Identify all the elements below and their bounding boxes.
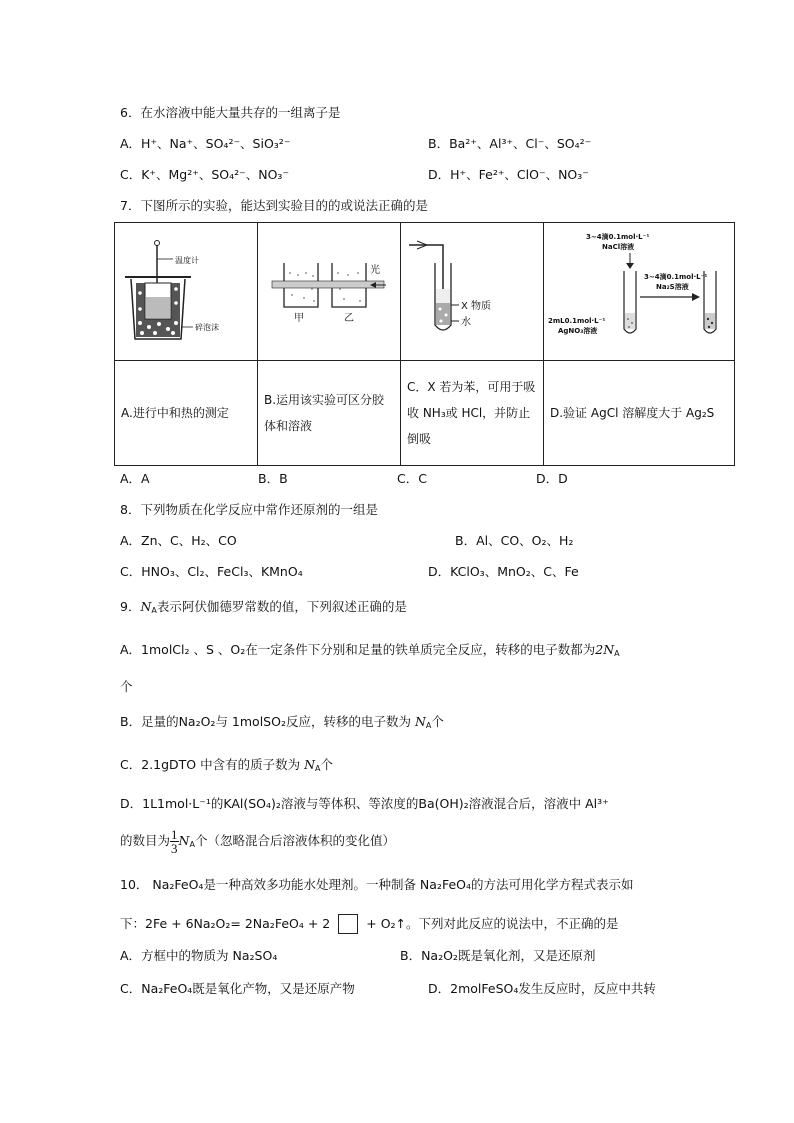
q10-equation: 下：2Fe + 6Na₂O₂= 2Na₂FeO₄ + 2 + O₂↑。下列对此反应的说法中，不正确的是 xyxy=(120,914,619,934)
q8-option-b: B．Al、CO、O₂、H₂ xyxy=(455,533,574,548)
label-x-substance: X 物质 xyxy=(461,301,492,312)
q9-option-a-cont: 个 xyxy=(120,679,133,694)
q7-option-d: D．D xyxy=(536,471,568,486)
label-na2s-2: Na₂S溶液 xyxy=(656,283,689,291)
q9-option-c: C．2.1gDTO 中含有的质子数为 $N_A$个 xyxy=(120,757,334,773)
q7-option-a: A．A xyxy=(120,471,150,486)
q10-option-a: A．方框中的物质为 Na₂SO₄ xyxy=(120,948,278,963)
q6-option-c: C．K⁺、Mg²⁺、SO₄²⁻、NO₃⁻ xyxy=(120,167,290,182)
blank-box xyxy=(338,914,358,934)
q10-stem: 10． Na₂FeO₄是一种高效多功能水处理剂。一种制备 Na₂FeO₄的方法可用化学方程式表示如 xyxy=(120,877,634,892)
figure-precipitate xyxy=(544,223,735,361)
cell-a: A.进行中和热的测定 xyxy=(115,361,258,466)
q9-option-d-cont: 的数目为 $\frac{1}{3}$ $N_A$个（忽略混合后溶液体积的变化值） xyxy=(120,827,395,856)
figure-tyndall xyxy=(258,223,401,361)
label-thermometer: 温度计 xyxy=(175,256,199,265)
experiment-table xyxy=(114,222,735,466)
label-na2s: 3~4滴0.1mol·L⁻¹ xyxy=(644,273,708,281)
q6-option-d: D．H⁺、Fe²⁺、ClO⁻、NO₃⁻ xyxy=(428,167,589,182)
q7-option-b: B．B xyxy=(258,471,288,486)
label-light: 光 xyxy=(370,265,380,276)
figure-calorimeter xyxy=(115,223,258,361)
figure-absorption xyxy=(401,223,544,361)
q10-option-c: C．Na₂FeO₄既是氧化产物，又是还原产物 xyxy=(120,981,355,996)
cell-c: C．X 若为苯，可用于吸收 NH₃或 HCl，并防止倒吸 xyxy=(401,361,544,466)
label-nacl-2: NaCl溶液 xyxy=(602,243,635,251)
q6-option-a: A．H⁺、Na⁺、SO₄²⁻、SiO₃²⁻ xyxy=(120,136,291,151)
q8-option-a: A．Zn、C、H₂、CO xyxy=(120,533,237,548)
q9-option-d: D．1L1mol·L⁻¹的KAl(SO₄)₂溶液与等体积、等浓度的Ba(OH)₂溶液混合后，溶液中 Al³⁺ xyxy=(120,796,609,811)
q6-option-b: B．Ba²⁺、Al³⁺、Cl⁻、SO₄²⁻ xyxy=(428,136,592,151)
q6-stem: 6．在水溶液中能大量共存的一组离子是 xyxy=(120,105,341,120)
q9-option-b: B．足量的Na₂O₂与 1molSO₂反应，转移的电子数为 $N_A$个 xyxy=(120,714,444,730)
q9-stem: 9．$N_A$表示阿伏伽德罗常数的值，下列叙述正确的是 xyxy=(120,599,407,615)
label-nacl: 3~4滴0.1mol·L⁻¹ xyxy=(586,233,650,241)
q10-option-d: D．2molFeSO₄发生反应时，反应中共转 xyxy=(428,981,656,996)
q8-stem: 8．下列物质在化学反应中常作还原剂的一组是 xyxy=(120,502,378,517)
q8-option-d: D．KClO₃、MnO₂、C、Fe xyxy=(428,564,579,579)
label-foam: 碎泡沫 xyxy=(195,323,219,332)
cell-d: D.验证 AgCl 溶解度大于 Ag₂S xyxy=(544,361,735,466)
q8-option-c: C．HNO₃、Cl₂、FeCl₃、KMnO₄ xyxy=(120,564,303,579)
fraction-one-third: $\frac{1}{3}$ xyxy=(171,827,178,856)
label-jia: 甲 xyxy=(294,313,304,324)
label-water: 水 xyxy=(461,317,471,328)
q7-stem: 7．下图所示的实验，能达到实验目的的或说法正确的是 xyxy=(120,198,428,213)
q7-option-c: C．C xyxy=(397,471,427,486)
q10-option-b: B．Na₂O₂既是氧化剂，又是还原剂 xyxy=(400,948,596,963)
q9-option-a: A．1molCl₂ 、S 、O₂在一定条件下分别和足量的铁单质完全反应，转移的电子数都为$2N_A$ xyxy=(120,642,620,658)
label-agno3: 2mL0.1mol·L⁻¹ xyxy=(548,317,606,325)
label-yi: 乙 xyxy=(344,313,354,324)
na-symbol: N xyxy=(140,599,152,614)
cell-b: B.运用该实验可区分胶体和溶液 xyxy=(258,361,401,466)
label-agno3-2: AgNO₃溶液 xyxy=(558,327,598,335)
